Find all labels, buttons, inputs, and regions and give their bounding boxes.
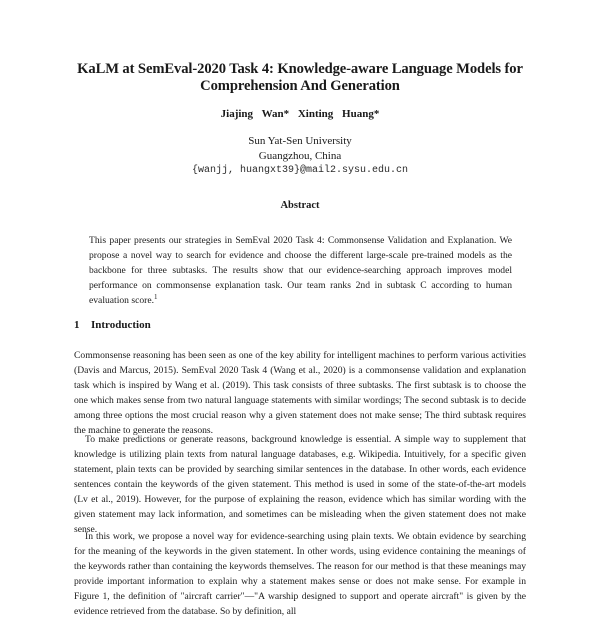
paper-title-line-2: Comprehension And Generation <box>200 78 400 94</box>
section-number: 1 <box>74 319 80 331</box>
abstract-heading: Abstract <box>280 200 320 211</box>
affiliation-location: Guangzhou, China <box>258 150 342 162</box>
abstract-footnote-mark: 1 <box>154 292 158 301</box>
intro-paragraph-1: Commonsense reasoning has been seen as one of the key ability for intelligent machines to perform various activities (Davis and Marcus, 2015). SemEval 2020 Task 4 (Wang et al., 2020) is a commonsense validation and explanation task which is inspired by Wang et al. (2019). This task consists of three subtasks. The first subtask is to choose the one which makes sense from two natural language statements with similar wordings; The second subtask is to decide among three options the most crucial reason why a given statement does not make sense; The third subtask requires the machine to generate the reasons. <box>74 350 526 436</box>
abstract-text: This paper presents our strategies in SemEval 2020 Task 4: Commonsense Validation and Explanation. We propose a novel way to search for evidence and choose the different large-scale pre-trained models as the backbone for three subtasks. The results show that our evidence-searching approach improves model performance on commonsense explanation task. Our team ranks 2nd in subtask C according to human evaluation score. <box>89 235 512 306</box>
section-title: Introduction <box>91 319 151 331</box>
author-names: Jiajing Wan* Xinting Huang* <box>220 108 380 120</box>
paper-title-line-1: KaLM at SemEval-2020 Task 4: Knowledge-aware Language Models for <box>77 61 523 77</box>
author-email: {wanjj, huangxt39}@mail2.sysu.edu.cn <box>191 165 409 176</box>
affiliation-university: Sun Yat-Sen University <box>248 135 352 147</box>
intro-paragraph-2: To make predictions or generate reasons, background knowledge is essential. A simple way to supplement that knowledge is utilizing plain texts from natural language databases, e.g. Wikipedia. Intuitively, for a specific given statement, plain texts can be provided by searching similar sentences in the database. In other words, each evidence sentences contain the keywords of the given statement. This method is used in some of the state-of-the-art models (Lv et al., 2019). However, for the purpose of explaining the reason, evidence which has similar wording with the given statement may lack information, and sometimes can be misleading when the given statement does not make sense. <box>74 434 526 535</box>
intro-paragraph-3: In this work, we propose a novel way for evidence-searching using plain texts. We obtain evidence by searching for the meaning of the keywords in the given statement. In other words, using evidence containing the meanings of the keywords rather than containing the keywords themselves. The reason for our method is that these meanings may provide important information to explain why a statement makes sense or does not make sense. For example in Figure 1, the definition of "aircraft carrier"—"A warship designed to support and operate aircraft" is given by the evidence retrieved from the database. So by definition, all <box>74 531 526 617</box>
section-heading-introduction <box>74 318 151 332</box>
abstract-body <box>89 233 512 308</box>
